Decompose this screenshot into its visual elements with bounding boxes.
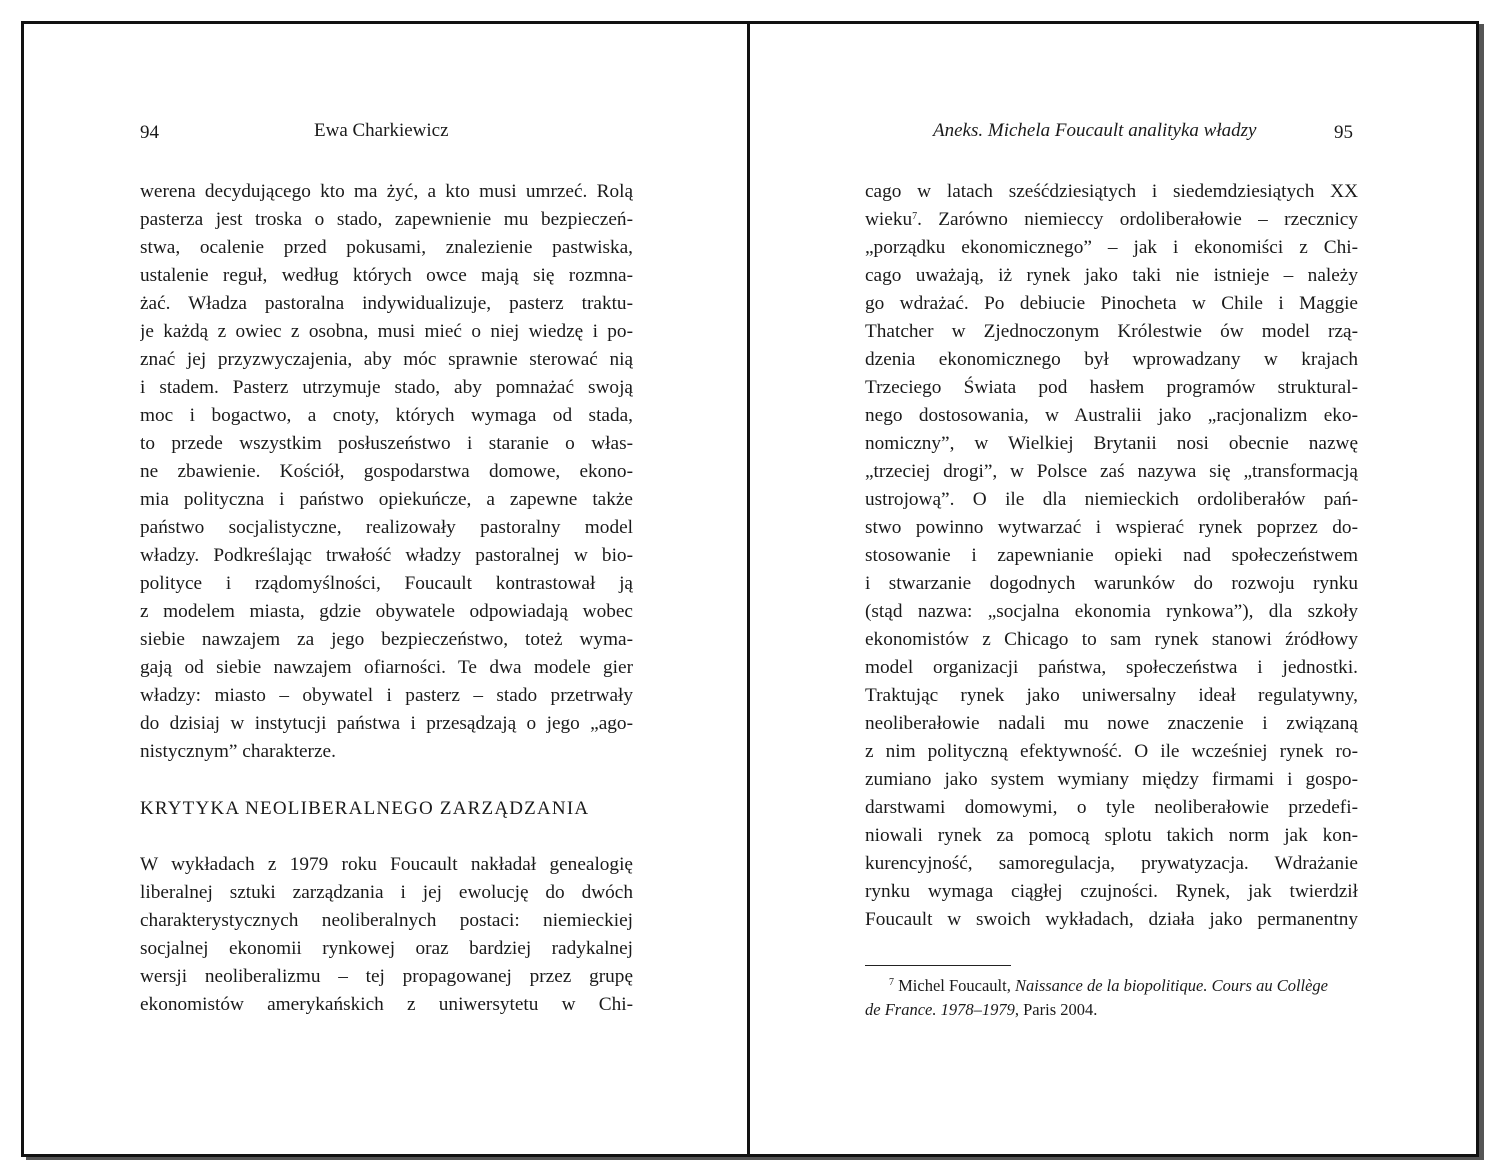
footnote-title: Naissance de la biopolitique. Cours au Collège [1014,976,1329,995]
footnote-author: Michel Foucault, [898,976,1011,995]
right-paragraph [865,178,1358,934]
text-line: mia polityczna i państwo opiekuńcze, a zapewne także [140,489,633,510]
text-line: socjalnej ekonomii rynkowej oraz bardziej radykalnej [140,938,633,959]
text-line: ustalenie reguł, według których owce mają się rozmna- [140,265,633,286]
text-line: ekonomistów amerykańskich z uniwersytetu w Chi- [140,994,633,1015]
text-line: model organizacji państwa, społeczeństwa i jednostki. [865,657,1358,678]
text-line: gają od siebie nawzajem ofiarności. Te dwa modele gier [140,657,633,678]
footnote-title-cont: de France. 1978–1979 [865,1000,1015,1019]
text-line: zumiano jako system wymiany między firmami i gospo- [865,769,1358,790]
text-line: stosowanie i zapewnianie opieki nad społeczeństwem [865,545,1358,566]
footnote-tail: , Paris 2004. [1014,1000,1098,1019]
text-line: nego dostosowania, w Australii jako „racjonalizm eko- [865,405,1358,426]
text-line: nistycznym” charakterze. [140,741,336,762]
footnote [865,974,1358,1022]
text-segment: . Zarówno niemieccy ordoliberałowie – rzecznicy [917,209,1358,230]
text-line: i stwarzanie dogodnych warunków do rozwoju rynku [865,573,1358,594]
text-line: Foucault w swoich wykładach, działa jako permanentny [865,909,1358,930]
text-line: i stadem. Pasterz utrzymuje stado, aby pomnażać swoją [140,377,633,398]
text-line: nomiczny”, w Wielkiej Brytanii nosi obecnie nazwę [865,433,1358,454]
running-head-right: Aneks. Michela Foucault analityka władzy [933,120,1257,141]
text-line: kurencyjność, samoregulacja, prywatyzacja. Wdrażanie [865,853,1358,874]
text-line: siebie nawzajem za jego bezpieczeństwo, toteż wyma- [140,629,633,650]
text-line: ekonomistów z Chicago to sam rynek stanowi źródłowy [865,629,1358,650]
text-line: to przede wszystkim posłuszeństwo i staranie o włas- [140,433,633,454]
text-line: niowali rynek za pomocą splotu takich norm jak kon- [865,825,1358,846]
page-number-left: 94 [140,122,159,143]
text-line: neoliberałowie nadali mu nowe znaczenie i związaną [865,713,1358,734]
text-line: Traktując rynek jako uniwersalny ideał regulatywny, [865,685,1358,706]
footnote-number: 7 [889,977,894,988]
text-line: rynku wymaga ciągłej czujności. Rynek, jak twierdził [865,881,1358,902]
running-head-left: Ewa Charkiewicz [314,120,449,141]
text-line: „porządku ekonomicznego” – jak i ekonomiści z Chi- [865,237,1358,258]
text-line: W wykładach z 1979 roku Foucault nakładał genealogię [140,854,633,875]
text-line: charakterystycznych neoliberalnych postaci: niemieckiej [140,910,633,931]
text-line: Thatcher w Zjednoczonym Królestwie ów model rzą- [865,321,1358,342]
text-line: do dzisiaj w instytucji państwa i przesądzają o jego „ago- [140,713,633,734]
page-number-right: 95 [1334,122,1353,143]
text-line: znać jej przyzwyczajenia, aby móc sprawnie sterować nią [140,349,633,370]
text-line: stwa, ocalenie przed pokusami, znalezienie pastwiska, [140,237,633,258]
right-page [750,24,1476,1154]
section-heading: KRYTYKA NEOLIBERALNEGO ZARZĄDZANIA [140,798,590,819]
text-line: wersji neoliberalizmu – tej propagowanej przez grupę [140,966,633,987]
text-line: pasterza jest troska o stado, zapewnienie mu bezpieczeń- [140,209,633,230]
text-line: ustrojową”. O ile dla niemieckich ordoliberałów pań- [865,489,1358,510]
left-paragraph-1 [140,178,633,766]
text-line: cago w latach sześćdziesiątych i siedemdziesiątych XX [865,181,1358,202]
text-line: ne zbawienie. Kościół, gospodarstwa domowe, ekono- [140,461,633,482]
text-line: z modelem miasta, gdzie obywatele odpowiadają wobec [140,601,633,622]
text-line: darstwami domowymi, o tyle neoliberałowie przedefi- [865,797,1358,818]
footnote-reference: 7 [912,211,918,222]
text-line: stwo powinno wytwarzać i wspierać rynek poprzez do- [865,517,1358,538]
footnote-line [865,998,1358,1022]
text-line: Trzeciego Świata pod hasłem programów struktural- [865,377,1358,398]
book-spread [21,21,1479,1157]
footnote-line [865,974,1358,998]
footnote-separator [865,965,1011,966]
text-line: dzenia ekonomicznego był wprowadzany w krajach [865,349,1358,370]
text-line: z nim polityczną efektywność. O ile wcześniej rynek ro- [865,741,1358,762]
left-page [24,24,747,1154]
text-segment: wieku [865,209,913,230]
text-line: moc i bogactwo, a cnoty, których wymaga od stada, [140,405,633,426]
text-line: władzy. Podkreślając trwałość władzy pastoralnej w bio- [140,545,633,566]
text-line: cago uważają, iż rynek jako taki nie istnieje – należy [865,265,1358,286]
text-line: liberalnej sztuki zarządzania i jej ewolucję do dwóch [140,882,633,903]
text-line: „trzeciej drogi”, w Polsce zaś nazywa się „transformacją [865,461,1358,482]
text-line: go wdrażać. Po debiucie Pinocheta w Chile i Maggie [865,293,1358,314]
text-line-with-footnote-ref [865,206,1358,234]
text-line: żać. Władza pastoralna indywidualizuje, pasterz traktu- [140,293,633,314]
text-line: władzy: miasto – obywatel i pasterz – stado przetrwały [140,685,633,706]
text-line: werena decydującego kto ma żyć, a kto musi umrzeć. Rolą [140,181,633,202]
text-line: (stąd nazwa: „socjalna ekonomia rynkowa”), dla szkoły [865,601,1358,622]
left-paragraph-2 [140,851,633,1019]
text-line: je każdą z owiec z osobna, musi mieć o niej wiedzę i po- [140,321,633,342]
text-line: państwo socjalistyczne, realizowały pastoralny model [140,517,633,538]
text-line: polityce i rządomyślności, Foucault kontrastował ją [140,573,633,594]
